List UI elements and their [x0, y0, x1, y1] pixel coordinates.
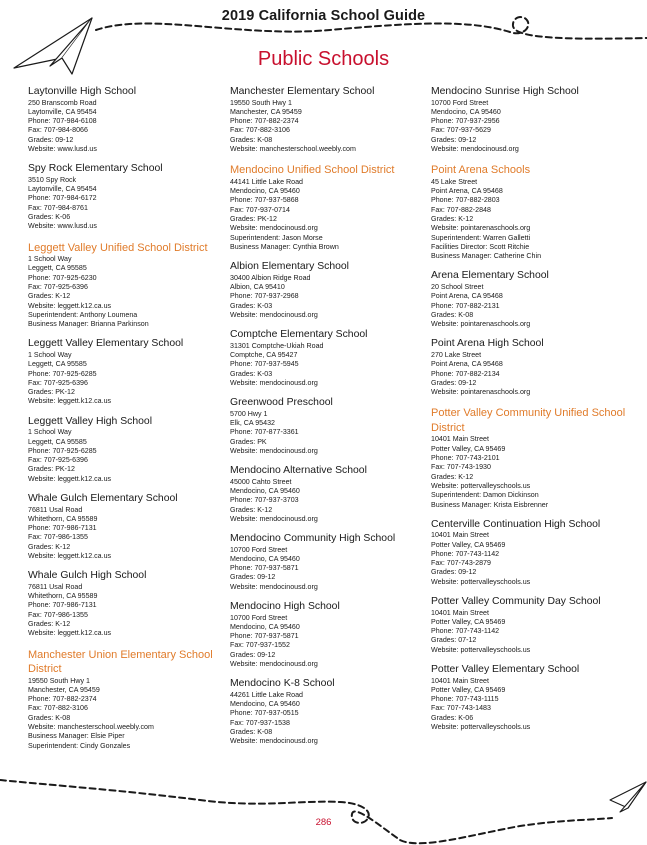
school-name: Mendocino Alternative School [230, 465, 367, 477]
detail-line: 30400 Albion Ridge Road [230, 273, 311, 282]
detail-line: Leggett, CA 95585 [28, 264, 87, 273]
district-name: Point Arena Schools [431, 164, 531, 177]
detail-line: Website: www.lusd.us [28, 144, 97, 153]
detail-line: Superintendent: Jason Morse [230, 233, 323, 242]
detail-line: Mendocino, CA 95460 [230, 486, 300, 495]
detail-line: Grades: K-06 [28, 212, 71, 221]
detail-line: 44261 Little Lake Road [230, 690, 303, 699]
detail-line: Fax: 707-743-2879 [431, 559, 491, 568]
school-entry [28, 86, 218, 154]
detail-line: Phone: 707-937-3703 [230, 496, 299, 505]
detail-line: Grades: K-12 [431, 214, 474, 223]
detail-line: Fax: 707-986-1355 [28, 610, 88, 619]
district-name: Leggett Valley Unified School District [28, 241, 208, 254]
school-name: Comptche Elementary School [230, 329, 368, 341]
detail-line: 270 Lake Street [431, 350, 482, 359]
detail-line: Website: manchesterschool.weebly.com [28, 723, 154, 732]
school-entry [230, 601, 426, 669]
detail-line: Website: mendocinousd.org [230, 660, 318, 669]
detail-line: Superintendent: Damon Dickinson [431, 491, 539, 500]
district-entry [28, 648, 218, 751]
detail-line: Grades: 09-12 [230, 573, 276, 582]
school-entry [28, 493, 218, 561]
school-name: Laytonville High School [28, 86, 137, 97]
detail-line: Phone: 707-877-3361 [230, 428, 299, 437]
detail-line: Phone: 707-743-2101 [431, 454, 500, 463]
detail-line: 20 School Street [431, 282, 484, 291]
detail-line: 19550 South Hwy 1 [28, 676, 90, 685]
detail-line: Whitethorn, CA 95589 [28, 592, 98, 601]
detail-line: Website: www.lusd.us [28, 222, 97, 231]
school-name: Potter Valley Community Day School [431, 596, 601, 608]
school-entry [230, 261, 426, 320]
school-entry [431, 664, 627, 732]
column-middle [230, 86, 426, 756]
school-name: Leggett Valley High School [28, 415, 152, 427]
detail-line: Mendocino, CA 95460 [230, 622, 300, 631]
detail-line: Manchester, CA 95459 [230, 107, 302, 116]
detail-line: Website: leggett.k12.ca.us [28, 301, 112, 310]
detail-line: Whitethorn, CA 95589 [28, 514, 98, 523]
detail-line: Phone: 707-743-1142 [431, 627, 500, 636]
district-name: Mendocino Unified School District [230, 164, 395, 177]
detail-line: Fax: 707-925-6396 [28, 456, 88, 465]
detail-line: Comptche, CA 95427 [230, 350, 298, 359]
detail-line: Website: pottervalleyschools.us [431, 577, 531, 586]
detail-line: Manchester, CA 95459 [28, 685, 100, 694]
detail-line: Mendocino, CA 95460 [431, 107, 501, 116]
paper-airplane-bottom-icon [610, 782, 646, 812]
detail-line: Fax: 707-743-1930 [431, 463, 491, 472]
school-name: Mendocino Community High School [230, 533, 396, 545]
school-name: Point Arena High School [431, 338, 544, 350]
detail-line: Website: leggett.k12.ca.us [28, 474, 112, 483]
district-entry [431, 406, 627, 509]
school-name: Albion Elementary School [230, 261, 349, 273]
detail-line: Website: pointarenaschools.org [431, 320, 531, 329]
column-left [28, 86, 218, 760]
section-title: Public Schools [257, 48, 390, 70]
detail-line: Phone: 707-984-6108 [28, 117, 97, 126]
detail-line: 76811 Usal Road [28, 505, 83, 514]
school-entry [28, 570, 218, 638]
detail-line: Laytonville, CA 95454 [28, 107, 97, 116]
detail-line: Fax: 707-984-8761 [28, 203, 88, 212]
detail-line: Superintendent: Warren Galletti [431, 233, 531, 242]
detail-line: 250 Branscomb Road [28, 98, 97, 107]
detail-line: Mendocino, CA 95460 [230, 554, 300, 563]
detail-line: Phone: 707-743-1142 [431, 549, 500, 558]
detail-line: Grades: 09-12 [28, 135, 74, 144]
detail-line: Phone: 707-925-6230 [28, 273, 97, 282]
school-entry [230, 465, 426, 524]
school-entry [431, 270, 627, 329]
detail-line: Grades: K-08 [431, 310, 474, 319]
detail-line: Fax: 707-925-6396 [28, 282, 88, 291]
detail-line: Fax: 707-743-1483 [431, 704, 491, 713]
detail-line: Website: pottervalleyschools.us [431, 481, 531, 490]
detail-line: Fax: 707-986-1355 [28, 533, 88, 542]
school-entry [431, 596, 627, 655]
school-entry [230, 329, 426, 388]
school-name: Mendocino K-8 School [230, 678, 335, 690]
school-name: Mendocino High School [230, 601, 340, 613]
school-entry [230, 397, 426, 456]
detail-line: Phone: 707-925-6285 [28, 369, 97, 378]
detail-line: Facilities Director: Scott Ritchie [431, 242, 530, 251]
detail-line: Superintendent: Anthony Loumena [28, 310, 138, 319]
detail-line: Leggett, CA 95585 [28, 360, 87, 369]
detail-line: Phone: 707-882-2374 [28, 695, 97, 704]
detail-line: Website: mendocinousd.org [230, 378, 318, 387]
detail-line: Phone: 707-925-6285 [28, 446, 97, 455]
detail-line: Grades: K-08 [230, 135, 273, 144]
school-name: Whale Gulch Elementary School [28, 493, 178, 504]
school-name: Leggett Valley Elementary School [28, 338, 184, 350]
detail-line: Website: mendocinousd.org [230, 310, 318, 319]
school-entry [431, 519, 627, 587]
district-entry [431, 163, 627, 261]
detail-line: Grades: K-08 [28, 713, 71, 722]
detail-line: Point Arena, CA 95468 [431, 360, 503, 369]
school-name: Spy Rock Elementary School [28, 163, 163, 175]
detail-line: Superintendent: Cindy Gonzales [28, 741, 131, 750]
detail-line: 10700 Ford Street [431, 98, 489, 107]
detail-line: Grades: 07-12 [431, 636, 477, 645]
school-name: Arena Elementary School [431, 270, 549, 282]
detail-line: Business Manager: Cynthia Brown [230, 242, 339, 251]
detail-line: Grades: 09-12 [431, 568, 477, 577]
detail-line: Fax: 707-882-3106 [28, 704, 88, 713]
school-name: Whale Gulch High School [28, 570, 147, 582]
detail-line: Mendocino, CA 95460 [230, 187, 300, 196]
detail-line: Fax: 707-882-2848 [431, 205, 491, 214]
detail-line: Fax: 707-937-5629 [431, 126, 491, 135]
detail-line: Phone: 707-986-7131 [28, 524, 97, 533]
detail-line: 76811 Usal Road [28, 582, 83, 591]
district-name: Manchester Union Elementary School District [28, 648, 213, 676]
detail-line: Business Manager: Brianna Parkinson [28, 320, 149, 329]
detail-line: Website: mendocinousd.org [230, 737, 318, 746]
detail-line: Potter Valley, CA 95469 [431, 540, 506, 549]
detail-line: 1 School Way [28, 350, 72, 359]
detail-line: 44141 Little Lake Road [230, 177, 303, 186]
detail-line: 5700 Hwy 1 [230, 409, 268, 418]
detail-line: Grades: K-08 [230, 728, 273, 737]
detail-line: Grades: PK-12 [28, 465, 75, 474]
detail-line: 10401 Main Street [431, 435, 489, 444]
detail-line: Phone: 707-882-2134 [431, 369, 500, 378]
detail-line: Grades: PK-12 [230, 214, 277, 223]
detail-line: Phone: 707-986-7131 [28, 601, 97, 610]
detail-line: Fax: 707-925-6396 [28, 378, 88, 387]
detail-line: Albion, CA 95410 [230, 282, 285, 291]
detail-line: Business Manager: Krista Eisbrenner [431, 500, 549, 509]
detail-line: Website: leggett.k12.ca.us [28, 397, 112, 406]
detail-line: Potter Valley, CA 95469 [431, 444, 506, 453]
detail-line: Phone: 707-937-5945 [230, 360, 299, 369]
school-name: Mendocino Sunrise High School [431, 86, 579, 97]
detail-line: Phone: 707-937-5871 [230, 632, 299, 641]
detail-line: 19550 South Hwy 1 [230, 98, 292, 107]
detail-line: Phone: 707-882-2131 [431, 301, 500, 310]
detail-line: 1 School Way [28, 428, 72, 437]
district-entry [230, 163, 426, 252]
school-entry [431, 86, 627, 154]
detail-line: Website: mendocinousd.org [230, 224, 318, 233]
detail-line: Phone: 707-937-5871 [230, 564, 299, 573]
column-right [431, 86, 627, 741]
school-name: Potter Valley Elementary School [431, 664, 580, 676]
detail-line: Fax: 707-984-8066 [28, 126, 88, 135]
detail-line: Grades: K-12 [230, 505, 273, 514]
district-name: Potter Valley Community Unified School District [431, 407, 626, 434]
school-entry [431, 338, 627, 397]
detail-line: Leggett, CA 95585 [28, 437, 87, 446]
detail-line: 1 School Way [28, 255, 72, 264]
page-number: 286 [315, 817, 332, 828]
school-entry [230, 533, 426, 592]
detail-line: 10700 Ford Street [230, 545, 288, 554]
detail-line: Potter Valley, CA 95469 [431, 685, 506, 694]
school-entry [28, 416, 218, 484]
school-entry [28, 163, 218, 231]
detail-line: Phone: 707-882-2374 [230, 117, 299, 126]
detail-line: Website: pointarenaschools.org [431, 224, 531, 233]
detail-line: Phone: 707-937-2968 [230, 292, 299, 301]
detail-line: Phone: 707-882-2803 [431, 196, 500, 205]
detail-line: Fax: 707-937-0714 [230, 205, 290, 214]
detail-line: Grades: K-12 [28, 292, 71, 301]
school-name: Manchester Elementary School [230, 86, 375, 97]
detail-line: Website: mendocinousd.org [230, 582, 318, 591]
detail-line: Grades: K-06 [431, 713, 474, 722]
detail-line: Laytonville, CA 95454 [28, 185, 97, 194]
school-entry [230, 86, 426, 154]
detail-line: Potter Valley, CA 95469 [431, 617, 506, 626]
detail-line: Website: manchesterschool.weebly.com [230, 144, 356, 153]
detail-line: Grades: K-03 [230, 369, 273, 378]
detail-line: 31301 Comptche-Ukiah Road [230, 341, 324, 350]
detail-line: Phone: 707-937-2956 [431, 117, 500, 126]
detail-line: Phone: 707-937-0515 [230, 709, 299, 718]
detail-line: 45 Lake Street [431, 177, 478, 186]
detail-line: Grades: K-03 [230, 301, 273, 310]
detail-line: Website: mendocinousd.org [230, 446, 318, 455]
detail-line: Grades: 09-12 [230, 650, 276, 659]
detail-line: Point Arena, CA 95468 [431, 292, 503, 301]
detail-line: 3510 Spy Rock [28, 175, 77, 184]
school-entry [28, 338, 218, 406]
district-entry [28, 241, 218, 330]
detail-line: Website: mendocinousd.org [230, 514, 318, 523]
detail-line: Website: leggett.k12.ca.us [28, 629, 112, 638]
detail-line: Grades: 09-12 [431, 135, 477, 144]
detail-line: Grades: 09-12 [431, 378, 477, 387]
detail-line: Elk, CA 95432 [230, 418, 275, 427]
detail-line: Fax: 707-937-1538 [230, 718, 290, 727]
detail-line: Grades: K-12 [431, 472, 474, 481]
detail-line: Website: pointarenaschools.org [431, 388, 531, 397]
detail-line: Phone: 707-984-6172 [28, 194, 97, 203]
detail-line: 10401 Main Street [431, 608, 489, 617]
detail-line: 45000 Cahto Street [230, 477, 292, 486]
school-name: Greenwood Preschool [230, 397, 333, 409]
school-entry [230, 678, 426, 746]
detail-line: 10700 Ford Street [230, 613, 288, 622]
detail-line: Phone: 707-937-5868 [230, 196, 299, 205]
detail-line: Website: leggett.k12.ca.us [28, 551, 112, 560]
detail-line: 10401 Main Street [431, 676, 489, 685]
detail-line: Website: pottervalleyschools.us [431, 645, 531, 654]
detail-line: Grades: K-12 [28, 542, 71, 551]
detail-line: Business Manager: Catherine Chin [431, 252, 542, 261]
detail-line: Fax: 707-882-3106 [230, 126, 290, 135]
detail-line: 10401 Main Street [431, 531, 489, 540]
detail-line: Mendocino, CA 95460 [230, 700, 300, 709]
detail-line: Website: pottervalleyschools.us [431, 723, 531, 732]
detail-line: Phone: 707-743-1115 [431, 695, 499, 704]
detail-line: Fax: 707-937-1552 [230, 641, 290, 650]
guide-title: 2019 California School Guide [221, 8, 426, 24]
school-name: Centerville Continuation High School [431, 518, 601, 530]
dashed-trail-bottom [0, 780, 612, 843]
detail-line: Grades: PK [230, 437, 267, 446]
detail-line: Business Manager: Elsie Piper [28, 732, 125, 741]
detail-line: Website: mendocinousd.org [431, 144, 519, 153]
detail-line: Grades: PK-12 [28, 388, 75, 397]
detail-line: Grades: K-12 [28, 619, 71, 628]
detail-line: Point Arena, CA 95468 [431, 187, 503, 196]
